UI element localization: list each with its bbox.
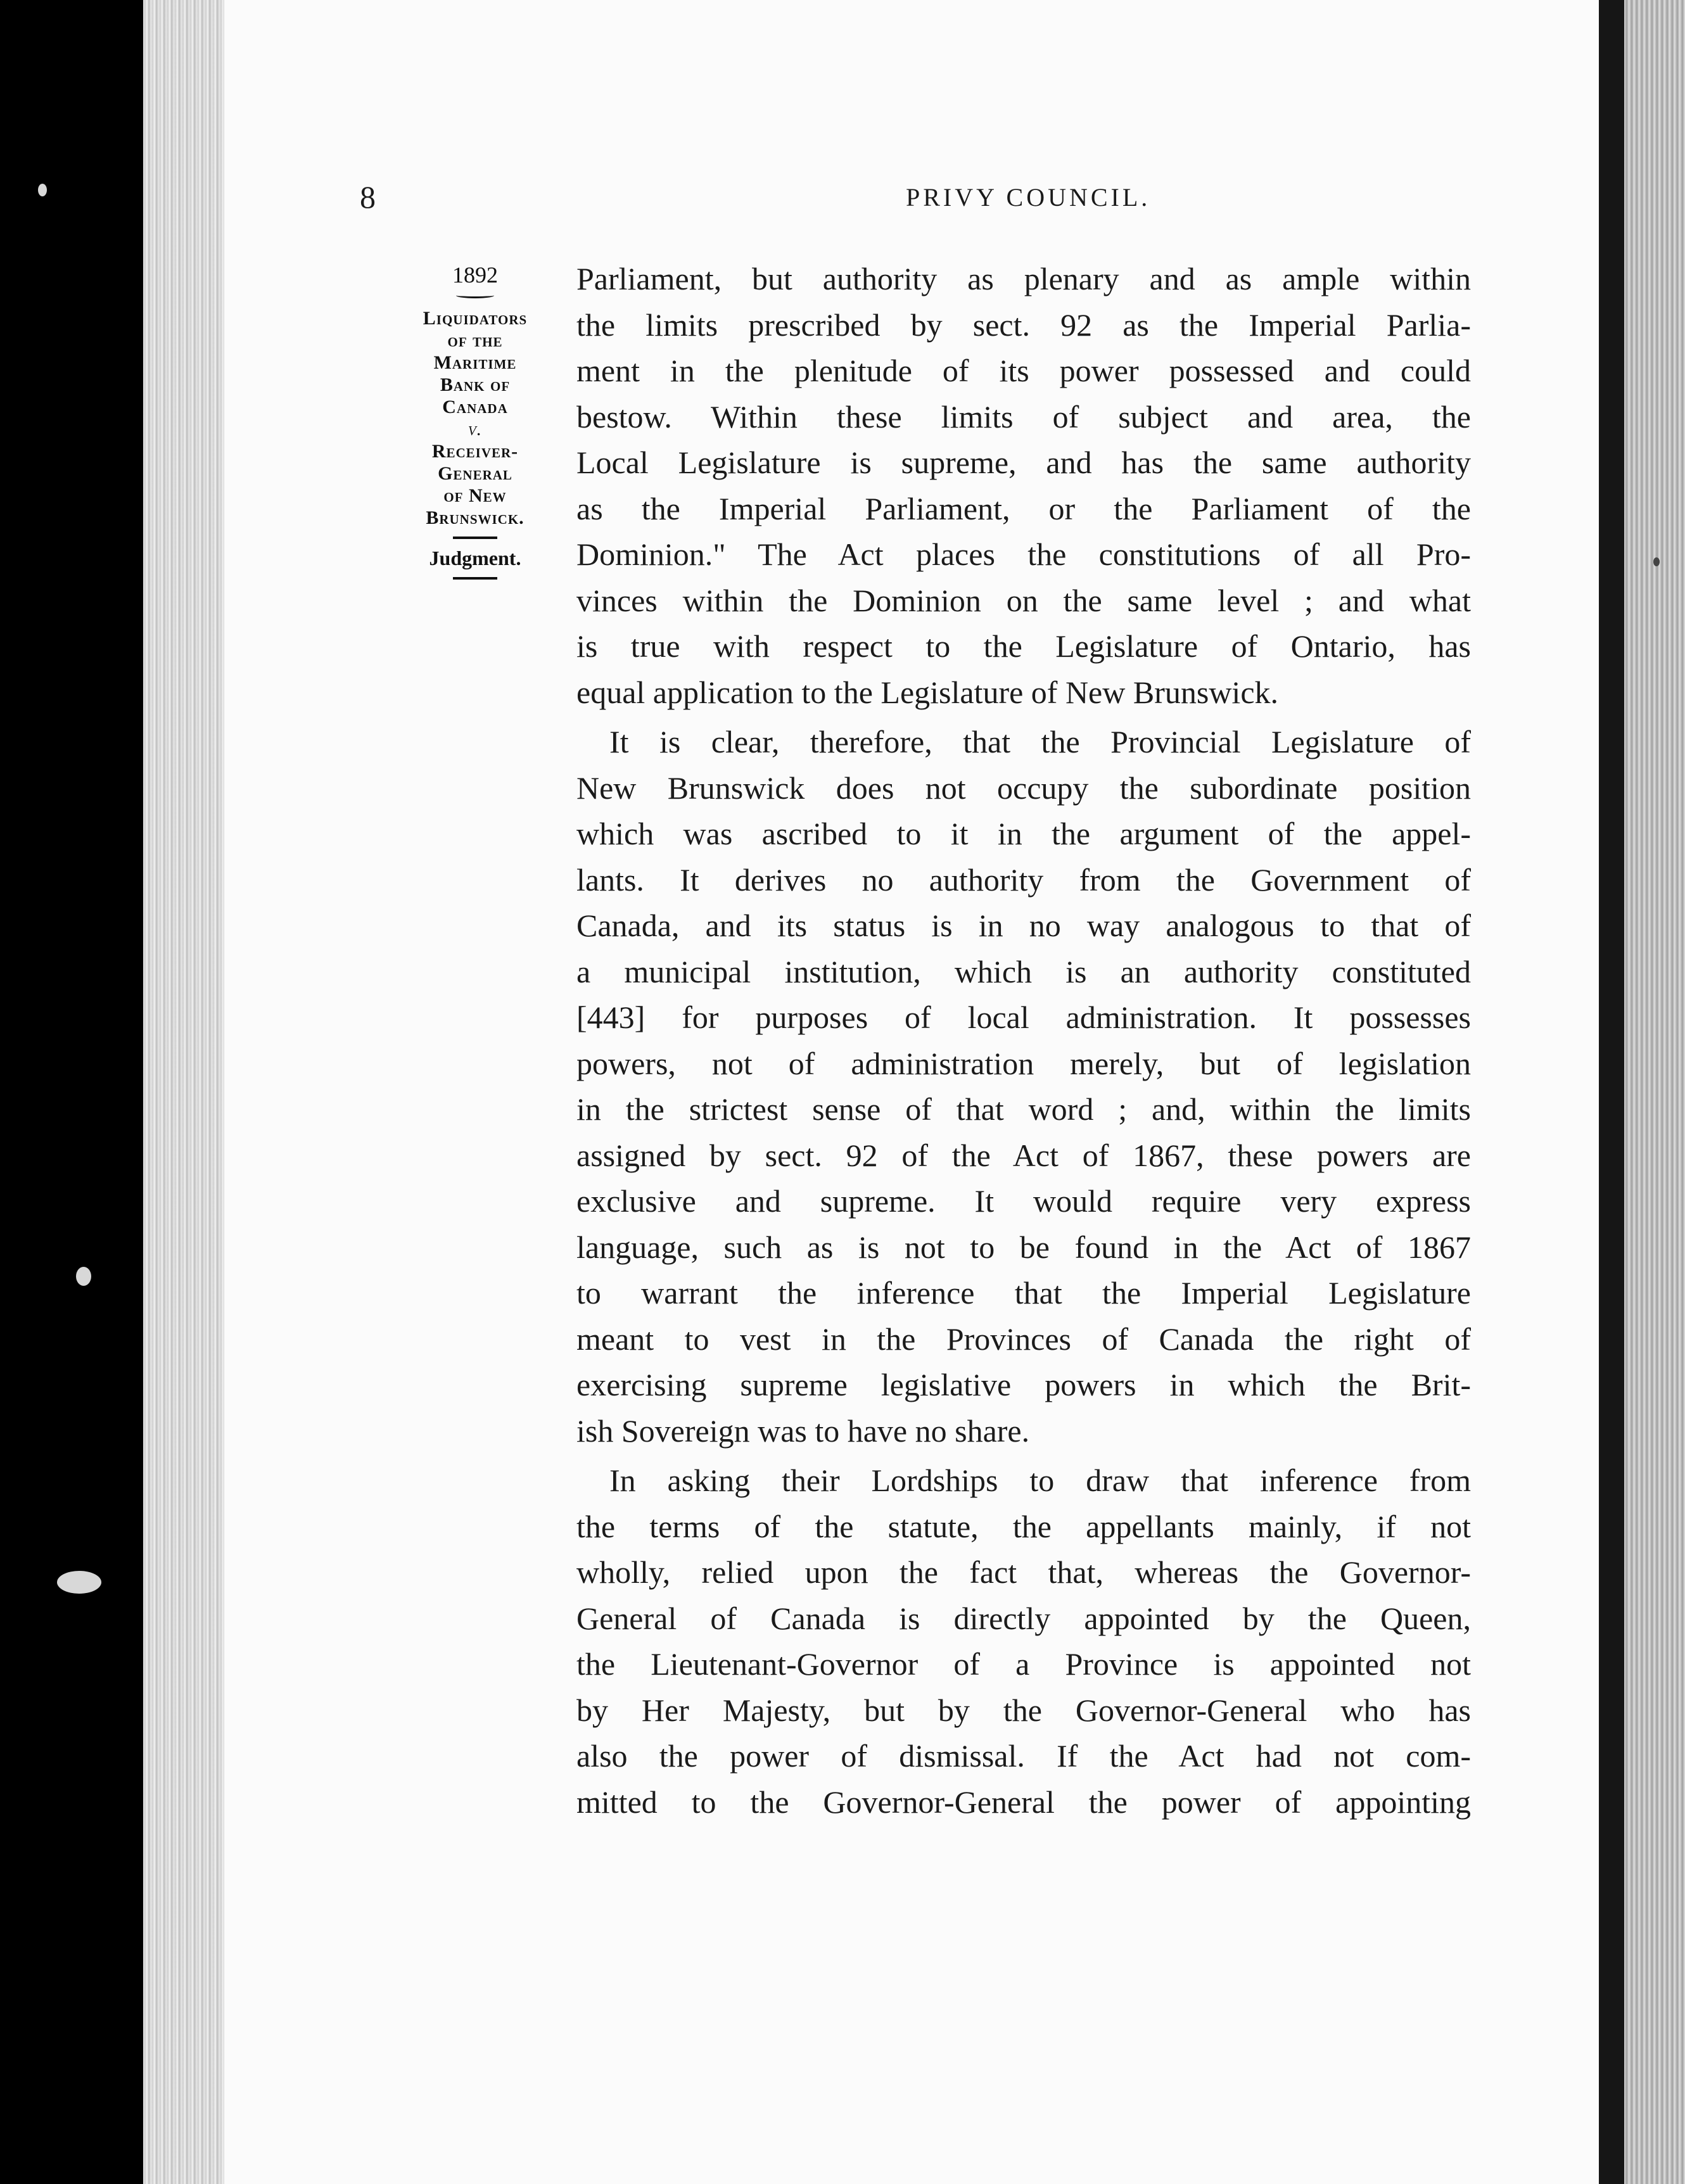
text-line: which was ascribed to it in the argument of the appel- (576, 816, 1471, 851)
text-line: the terms of the statute, the appellants mainly, if not (576, 1508, 1471, 1544)
margin-case-line: Maritime (433, 352, 517, 373)
text-line: exercising supreme legislative powers in which the Brit- (576, 1367, 1471, 1402)
margin-judgment-label: Judgment. (429, 547, 521, 569)
text-line: as the Imperial Parliament, or the Parliament of the (576, 490, 1471, 526)
text-line: assigned by sect. 92 of the Act of 1867, these powers are (576, 1137, 1471, 1173)
dust-speck (57, 1571, 101, 1594)
text-line: to warrant the inference that the Imperial Legislature (576, 1275, 1471, 1311)
body-text (576, 256, 1471, 1825)
text-line: a municipal institution, which is an authority constituted (576, 953, 1471, 989)
right-binding-shadow (1599, 0, 1624, 2184)
text-line: vinces within the Dominion on the same level ; and what (576, 582, 1471, 618)
running-head-title: PRIVY COUNCIL. (906, 183, 1151, 212)
text-line: ish Sovereign was to have no share. (576, 1413, 1030, 1449)
dust-speck (1653, 557, 1660, 566)
text-line: New Brunswick does not occupy the subordinate position (576, 770, 1471, 806)
margin-brace-mark (456, 293, 494, 298)
text-line: lants. It derives no authority from the Government of (576, 861, 1471, 898)
text-line: powers, not of administration merely, but of legislation (576, 1045, 1471, 1081)
margin-case-line: Canada (442, 397, 508, 417)
text-line: Canada, and its status is in no way analogous to that of (576, 908, 1471, 943)
text-line: Parliament, but authority as plenary and as ample within (576, 261, 1471, 296)
text-line: wholly, relied upon the fact that, whereas the Governor- (576, 1554, 1471, 1590)
dust-speck (76, 1267, 91, 1286)
left-page-edges (143, 0, 224, 2184)
text-line: bestow. Within these limits of subject and area, the (576, 398, 1471, 435)
margin-case-line: Liquidators (423, 308, 528, 329)
text-line: [443] for purposes of local administration. It possesses (576, 1000, 1471, 1035)
margin-rule (453, 536, 497, 539)
margin-rule (453, 577, 497, 580)
text-line: Local Legislature is supreme, and has the same authority (576, 445, 1471, 480)
margin-case-line: of New (443, 485, 507, 506)
text-line: the Lieutenant-Governor of a Province is appointed not (576, 1646, 1471, 1682)
margin-year: 1892 (452, 262, 498, 288)
right-page-edges (1624, 0, 1685, 2184)
text-line: by Her Majesty, but by the Governor-General who has (576, 1692, 1471, 1728)
running-head (0, 179, 1685, 223)
text-line: is true with respect to the Legislature of Ontario, has (576, 628, 1471, 664)
margin-note (393, 262, 557, 580)
text-line: ment in the plenitude of its power possessed and could (576, 353, 1471, 388)
text-line: General of Canada is directly appointed by the Queen, (576, 1600, 1471, 1636)
text-line: exclusive and supreme. It would require very express (576, 1183, 1471, 1219)
margin-case-line: Bank of (440, 374, 511, 395)
text-line: in the strictest sense of that word ; and, within the limits (576, 1091, 1471, 1127)
text-line: mitted to the Governor-General the power of appointing (576, 1784, 1471, 1820)
margin-case-line: of the (447, 330, 503, 351)
text-line: language, such as is not to be found in the Act of 1867 (576, 1229, 1471, 1265)
margin-case-line: Receiver- (431, 441, 519, 462)
text-line: equal application to the Legislature of New Brunswick. (576, 674, 1279, 710)
page-number: 8 (360, 179, 376, 215)
text-line: meant to vest in the Provinces of Canada the right of (576, 1321, 1471, 1357)
text-line: It is clear, therefore, that the Provincial Legislature of (609, 724, 1471, 759)
text-line: the limits prescribed by sect. 92 as the Imperial Parlia- (576, 307, 1471, 343)
text-line: also the power of dismissal. If the Act had not com- (576, 1738, 1471, 1774)
margin-case-line: v. (467, 419, 483, 440)
margin-case-line: General (438, 463, 512, 484)
text-line: In asking their Lordships to draw that inference from (609, 1463, 1471, 1498)
text-line: Dominion." The Act places the constitutions of all Pro- (576, 536, 1471, 572)
margin-case-line: Brunswick. (426, 507, 525, 528)
